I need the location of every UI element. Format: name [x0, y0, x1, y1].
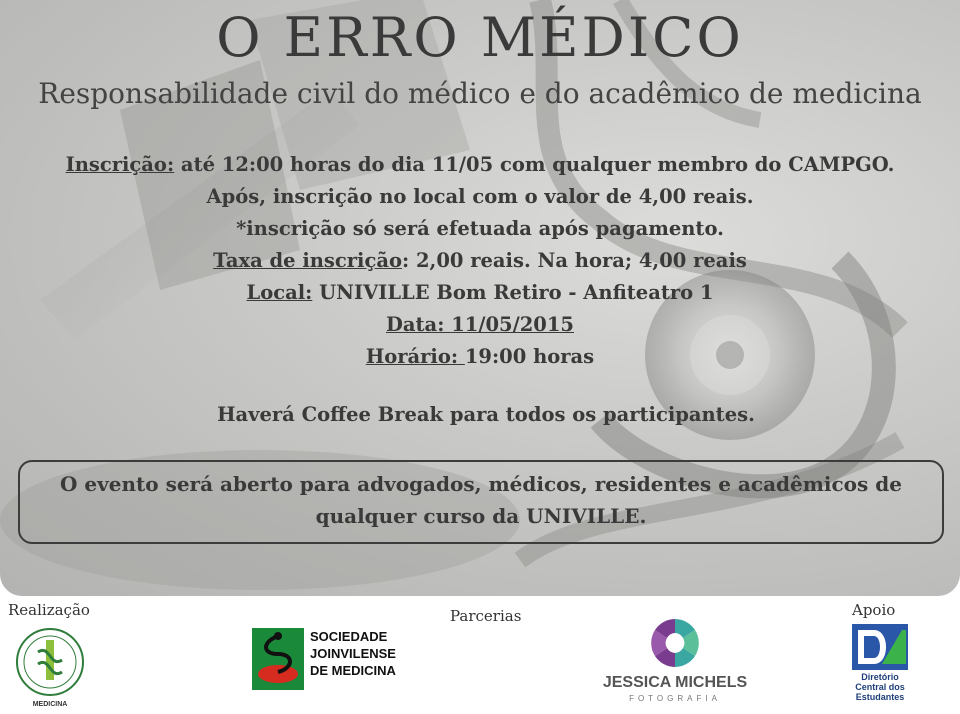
- taxa-line: [0, 245, 960, 277]
- audience-notice-box: [18, 460, 944, 544]
- inscricao-text: até 12:00 horas do dia 11/05 com qualquer membro do CAMPGO.: [174, 153, 895, 176]
- jessica-logo-name: JESSICA MICHELS: [602, 674, 748, 691]
- sociedade-logo-line1: SOCIEDADE: [310, 629, 388, 644]
- jessica-aperture-icon: [647, 616, 703, 670]
- apoio-label: Apoio: [852, 601, 896, 619]
- dce-logo-line1: Diretório: [861, 672, 899, 682]
- event-title: O ERRO MÉDICO: [216, 6, 744, 69]
- jessica-logo-sub: FOTOGRAFIA: [629, 694, 721, 703]
- data-label: Data:: [386, 313, 452, 336]
- dce-logo-line2: Central dos: [855, 682, 905, 692]
- realizacao-logo-caption: MEDICINA: [32, 701, 68, 708]
- dce-emblem-icon: [852, 624, 908, 670]
- data-line: [0, 309, 960, 341]
- realizacao-label: Realização: [8, 601, 90, 619]
- local-text: UNIVILLE Bom Retiro - Anfiteatro 1: [312, 281, 714, 304]
- inscricao-line: [0, 149, 960, 181]
- event-details: [0, 149, 960, 373]
- parcerias-label: Parcerias: [450, 607, 522, 625]
- local-label: Local:: [246, 281, 313, 304]
- sociedade-emblem-icon: [252, 628, 304, 690]
- horario-label: Horário:: [365, 345, 465, 368]
- event-subtitle: Responsabilidade civil do médico e do acadêmico de medicina: [38, 77, 922, 110]
- sociedade-joinvilense-logo: [252, 628, 396, 690]
- inscricao-label: Inscrição:: [65, 153, 175, 176]
- horario-text: 19:00 horas: [464, 345, 595, 368]
- sociedade-logo-line3: DE MEDICINA: [310, 663, 396, 678]
- nota-line: *inscrição só será efetuada após pagamento.: [236, 217, 724, 240]
- horario-line: [0, 341, 960, 373]
- apos-line: Após, inscrição no local com o valor de 4,00 reais.: [206, 185, 754, 208]
- taxa-text: : 2,00 reais. Na hora; 4,00 reais: [401, 249, 747, 272]
- sociedade-logo-line2: JOINVILENSE: [310, 646, 396, 661]
- taxa-label: Taxa de inscrição: [213, 249, 402, 272]
- coffee-break-text: Haverá Coffee Break para todos os participantes.: [217, 403, 755, 426]
- audience-notice-text: O evento será aberto para advogados, médicos, residentes e acadêmicos de qualquer curso da UNIVILLE.: [60, 472, 902, 528]
- data-text: 11/05/2015: [451, 313, 574, 336]
- jessica-michels-logo: [598, 616, 752, 708]
- dce-logo-line3: Estudantes: [855, 692, 905, 702]
- local-line: [0, 277, 960, 309]
- dce-logo: [852, 624, 908, 706]
- realizacao-logo: [14, 622, 86, 710]
